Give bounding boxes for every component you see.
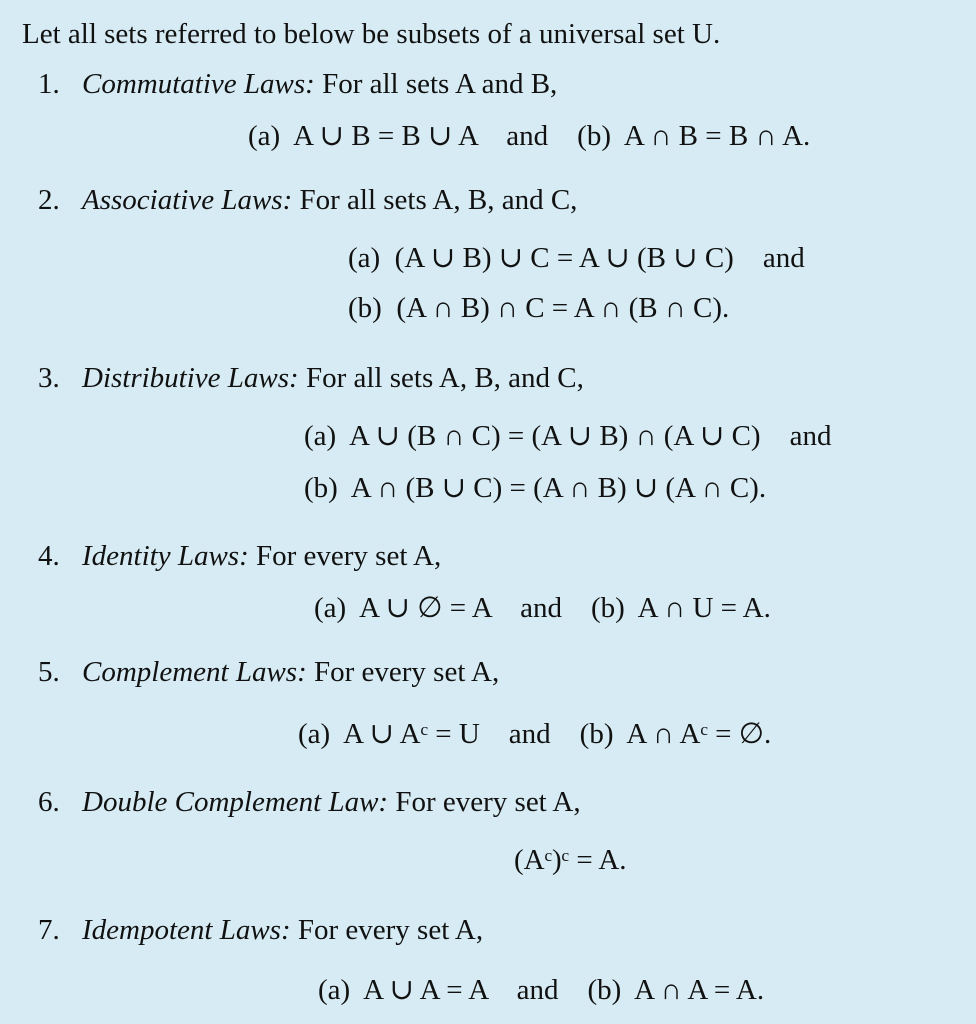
intro-text: Let all sets referred to below be subsets of a universal set U. <box>22 18 721 50</box>
law-description: For all sets A, B, and C, <box>299 184 578 216</box>
law-number: 7. <box>38 914 60 946</box>
law-name: Idempotent Laws: <box>82 914 291 946</box>
law-idempotent <box>38 912 483 948</box>
law-commutative <box>38 66 557 102</box>
law-number: 5. <box>38 656 60 688</box>
law-double-complement <box>38 784 581 820</box>
law-description: For all sets A and B, <box>322 68 558 100</box>
law-distributive <box>38 360 584 396</box>
law-number: 3. <box>38 362 60 394</box>
formula-identity: (a) A ∪ ∅ = A and (b) A ∩ U = A. <box>314 592 771 624</box>
formula-commutative: (a) A ∪ B = B ∪ A and (b) A ∩ B = B ∩ A. <box>248 120 811 152</box>
formula-distributive-b: (b) A ∩ (B ∪ C) = (A ∩ B) ∪ (A ∩ C). <box>304 472 767 504</box>
formula-associative-b: (b) (A ∩ B) ∩ C = A ∩ (B ∩ C). <box>348 292 730 324</box>
law-name: Commutative Laws: <box>82 68 315 100</box>
formula-idempotent: (a) A ∪ A = A and (b) A ∩ A = A. <box>318 974 765 1006</box>
law-name: Distributive Laws: <box>82 362 299 394</box>
law-description: For every set A, <box>256 540 442 572</box>
law-name: Double Complement Law: <box>82 786 389 818</box>
law-description: For every set A, <box>297 914 484 946</box>
law-number: 6. <box>38 786 60 818</box>
law-name: Associative Laws: <box>82 184 293 216</box>
law-description: For every set A, <box>395 786 581 818</box>
formula-distributive-a: (a) A ∪ (B ∩ C) = (A ∪ B) ∩ (A ∪ C) and <box>304 420 832 452</box>
law-name: Identity Laws: <box>82 540 249 572</box>
formula-double-complement: (Aᶜ)ᶜ = A. <box>514 844 627 876</box>
law-number: 4. <box>38 540 60 572</box>
law-description: For all sets A, B, and C, <box>305 362 584 394</box>
law-complement <box>38 654 499 690</box>
law-name: Complement Laws: <box>82 656 307 688</box>
law-associative <box>38 182 577 218</box>
law-identity <box>38 538 441 574</box>
law-number: 2. <box>38 184 60 216</box>
formula-complement: (a) A ∪ Aᶜ = U and (b) A ∩ Aᶜ = ∅. <box>298 718 772 750</box>
law-number: 1. <box>38 68 60 100</box>
law-description: For every set A, <box>314 656 500 688</box>
formula-associative-a: (a) (A ∪ B) ∪ C = A ∪ (B ∪ C) and <box>348 242 805 274</box>
